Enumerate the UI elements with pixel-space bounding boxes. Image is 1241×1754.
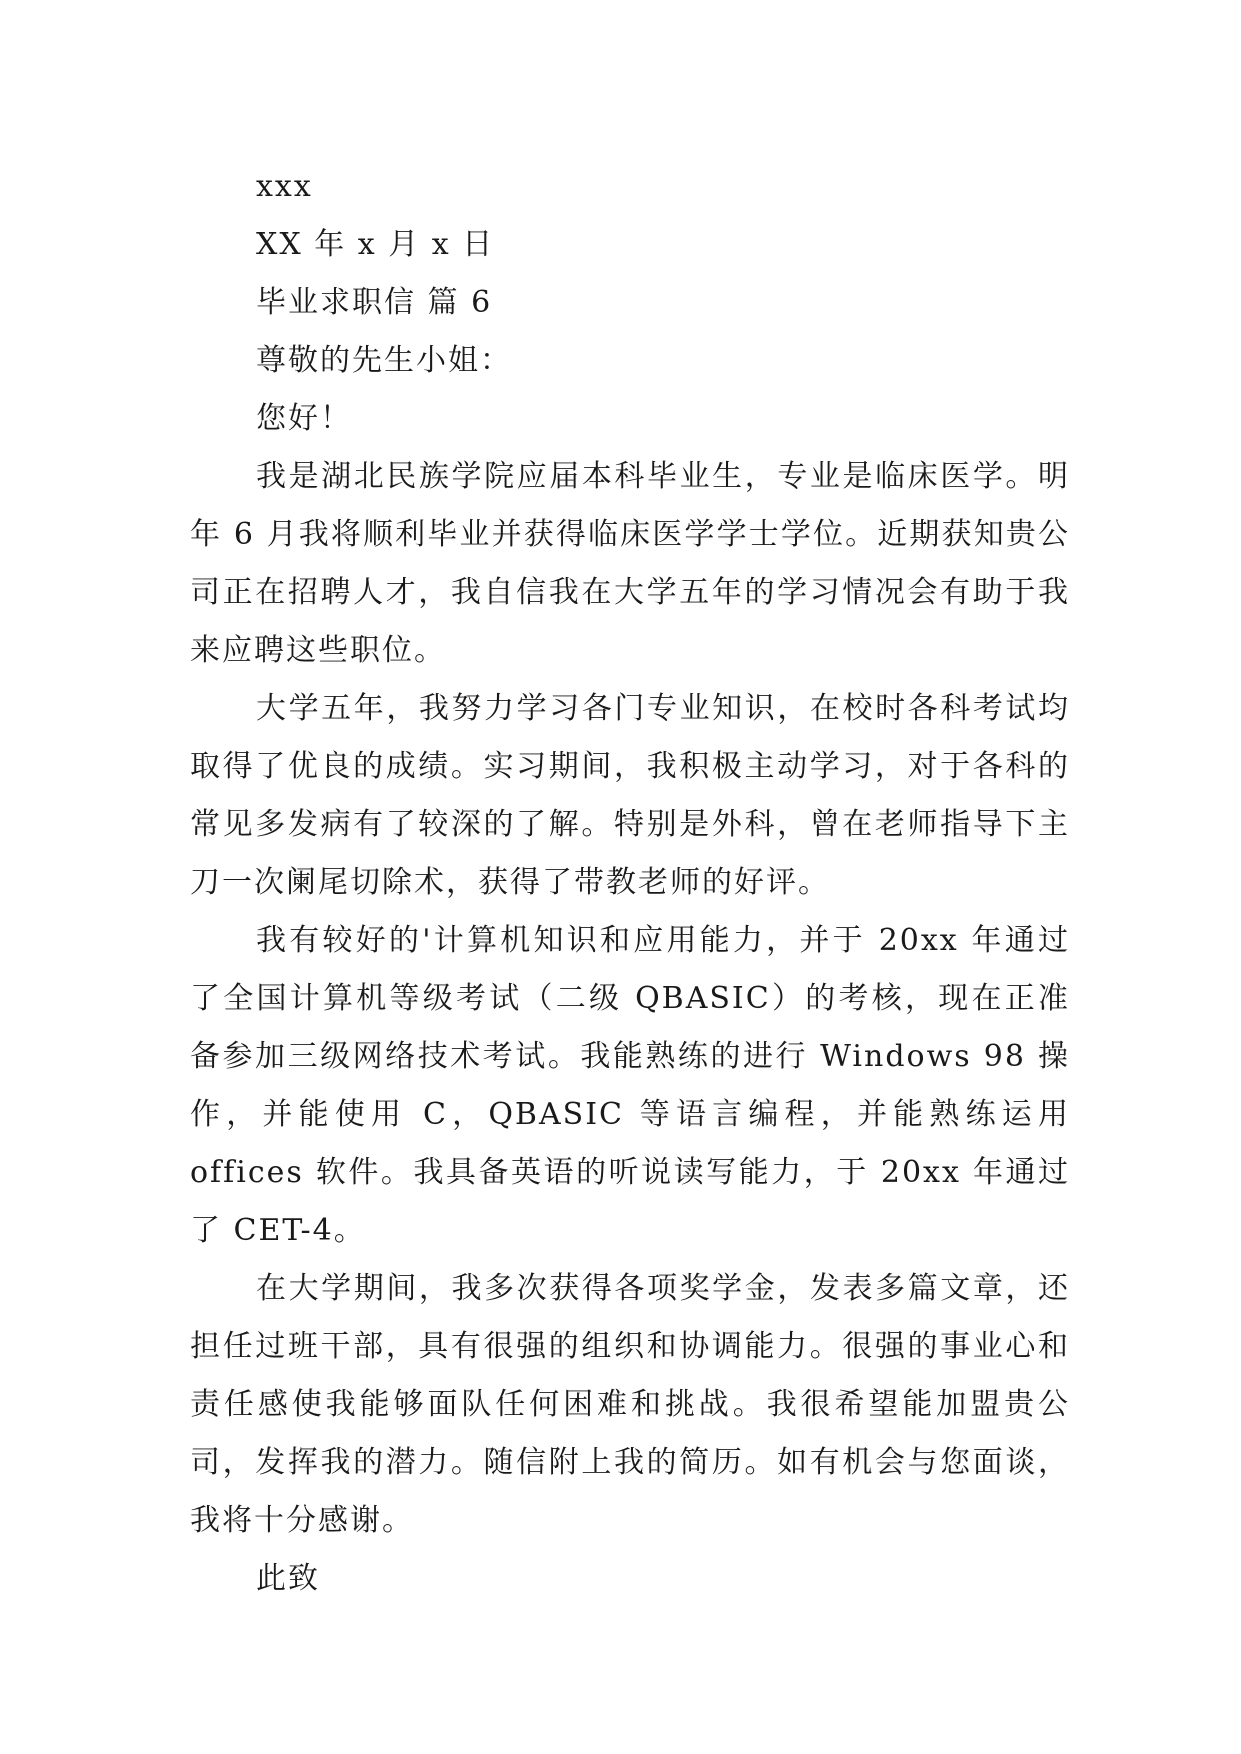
paragraph-activities: 在大学期间，我多次获得各项奖学金，发表多篇文章，还担任过班干部，具有很强的组织和协调能力。很强的事业心和责任感使我能够面队任何困难和挑战。我很希望能加盟贵公司，发挥我的潜力。随信附上我的简历。如有机会与您面谈，我将十分感谢。 (190, 1271, 1070, 1538)
letter-heading: 毕业求职信 篇 6 (256, 285, 493, 320)
signature-line: xxx (256, 169, 313, 204)
salutation: 尊敬的先生小姐： (256, 343, 512, 378)
closing: 此致 (256, 1561, 320, 1596)
greeting: 您好！ (256, 401, 352, 436)
paragraph-intro: 我是湖北民族学院应届本科毕业生，专业是临床医学。明年 6 月我将顺利毕业并获得临床医学学士学位。近期获知贵公司正在招聘人才，我自信我在大学五年的学习情况会有助于我来应聘这些职位。 (190, 459, 1070, 668)
paragraph-study: 大学五年，我努力学习各门专业知识，在校时各科考试均取得了优良的成绩。实习期间，我积极主动学习，对于各科的常见多发病有了较深的了解。特别是外科，曾在老师指导下主刀一次阑尾切除术，获得了带教老师的好评。 (190, 691, 1070, 900)
date-line: XX 年 x 月 x 日 (256, 227, 495, 262)
letter-body (190, 158, 1070, 1608)
paragraph-skills: 我有较好的'计算机知识和应用能力，并于 20xx 年通过了全国计算机等级考试（二级 QBASIC）的考核，现在正准备参加三级网络技术考试。我能熟练的进行 Windows 98 操作，并能使用 C，QBASIC 等语言编程，并能熟练运用 offices 软件。我具备英语的听说读写能力，于 20xx 年通过了 CET-4。 (190, 923, 1070, 1248)
